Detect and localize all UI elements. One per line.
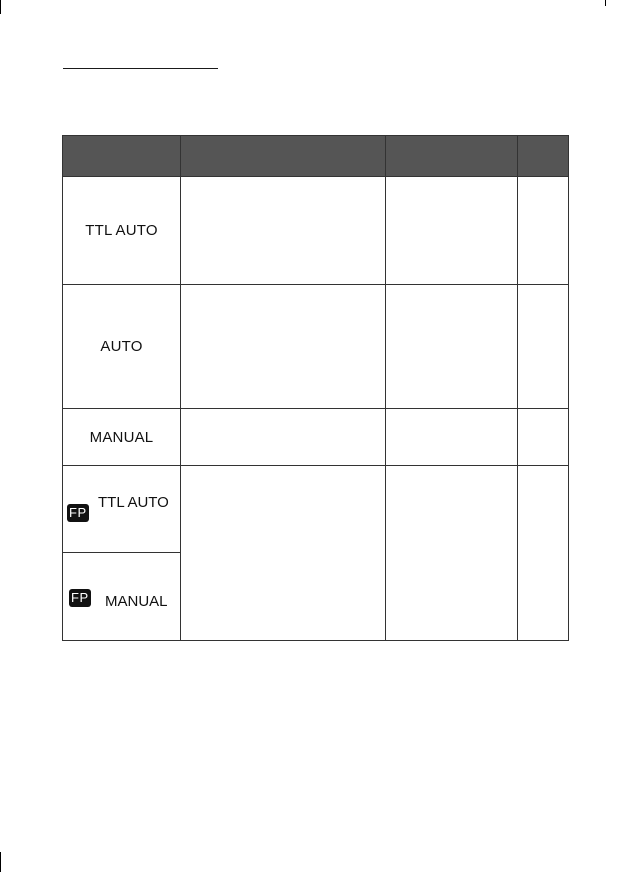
mode-cell-ttl-auto: TTL AUTO — [63, 177, 181, 285]
mode-label: MANUAL — [105, 593, 168, 610]
header-cell-setting — [386, 136, 518, 177]
section-heading-underline — [63, 68, 218, 69]
page-cell — [518, 409, 569, 466]
header-cell-page — [518, 136, 569, 177]
page-cell — [518, 177, 569, 285]
table-row — [63, 466, 569, 553]
setting-cell-merged — [386, 466, 518, 641]
flash-mode-table — [62, 135, 569, 641]
page-cell — [518, 285, 569, 409]
fp-badge-icon: FP — [71, 590, 89, 605]
table-row — [63, 285, 569, 409]
description-cell — [181, 177, 386, 285]
table-header-row — [63, 136, 569, 177]
description-cell-merged — [181, 466, 386, 641]
setting-cell — [386, 177, 518, 285]
header-cell-description — [181, 136, 386, 177]
crop-mark — [0, 852, 1, 872]
crop-mark — [605, 0, 606, 6]
setting-cell — [386, 409, 518, 466]
page-cell-merged — [518, 466, 569, 641]
mode-cell-manual: MANUAL — [63, 409, 181, 466]
table-row — [63, 177, 569, 285]
table-row — [63, 409, 569, 466]
description-cell — [181, 285, 386, 409]
setting-cell — [386, 285, 518, 409]
mode-cell-fp-ttl-auto — [63, 466, 181, 553]
fp-badge-icon: FP — [69, 505, 87, 520]
mode-cell-fp-manual — [63, 553, 181, 641]
description-cell — [181, 409, 386, 466]
mode-cell-auto: AUTO — [63, 285, 181, 409]
crop-mark — [0, 0, 1, 14]
mode-label: TTL AUTO — [98, 494, 169, 511]
header-cell-mode — [63, 136, 181, 177]
